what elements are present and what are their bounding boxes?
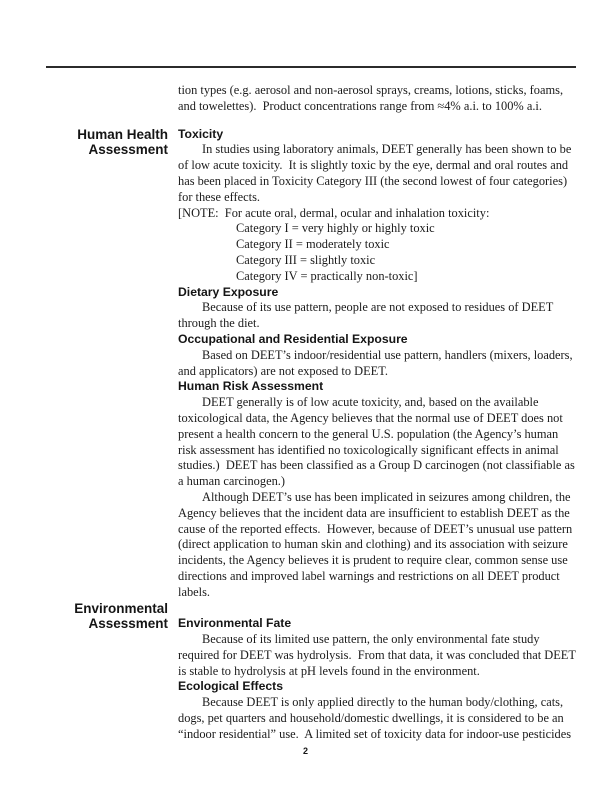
section-body-occupational-exposure <box>178 332 576 379</box>
section-heading-ecological-effects: Ecological Effects <box>178 679 283 694</box>
section-body-environmental-fate <box>178 601 579 680</box>
margin-label-line: Environmental <box>74 600 168 616</box>
page-content <box>46 83 579 743</box>
section-heading-environmental-fate: Environmental Fate <box>178 616 292 631</box>
section-body-toxicity <box>178 127 576 285</box>
section-heading-occupational-exposure: Occupational and Residential Exposure <box>178 331 408 346</box>
section-heading-dietary-exposure: Dietary Exposure <box>178 284 279 299</box>
note-item-category-2: Category II = moderately toxic <box>236 237 390 252</box>
section-heading-toxicity: Toxicity <box>178 126 224 141</box>
section-row-environmental <box>46 600 579 680</box>
human-risk-paragraph-2: Although DEET’s use has been implicated in seizures among children, the Agency believes that the incident data are insufficient to establish DEET as the cause of the reported effects. However, because of DEET’s unusual use pattern (direct application to human skin and clothing) and its association with seizure incidents, the Agency believes it is prudent to require clear, common sense use directions and improved label warnings and restrictions on all DEET product labels. <box>178 489 576 599</box>
page-number: 2 <box>302 746 308 756</box>
section-row-human-risk <box>46 379 576 600</box>
section-row-human-health <box>46 127 576 285</box>
margin-label-line: Assessment <box>88 142 168 158</box>
human-risk-paragraph-1: DEET generally is of low acute toxicity, and, based on the available toxicological data, the Agency believes that the normal use of DEET does not present a health concern to the general U.S. population (the Agency’s human risk assessment has identified no toxicologically significant effects in animal studies.) DEET has been classified as a Group D carcinogen (not classifiable as a human carcinogen.) <box>178 395 578 489</box>
margin-label-human-health-assessment <box>46 127 168 159</box>
section-row-dietary-exposure <box>46 285 576 332</box>
margin-label-environmental-assessment <box>46 601 168 633</box>
margin-label-line: Human Health <box>77 126 168 142</box>
section-row-ecological-effects <box>46 679 576 742</box>
intro-row <box>46 83 576 115</box>
section-body-human-risk <box>178 379 576 600</box>
toxicity-paragraph: In studies using laboratory animals, DEET generally has been shown to be of low acute toxicity. It is slightly toxic by the eye, dermal and oral routes and has been placed in Toxicity Category III (the second lowest of four categories) for these effects. <box>178 142 575 204</box>
section-body-ecological-effects <box>178 679 576 742</box>
toxicity-note-intro: [NOTE: For acute oral, dermal, ocular and inhalation toxicity: <box>178 205 490 220</box>
ecological-effects-paragraph: Because DEET is only applied directly to the human body/clothing, cats, dogs, pet quarters and household/domestic dwellings, it is considered to be an “indoor residential” use. A limited set of toxicity data for indoor-use pesticides <box>178 695 572 741</box>
note-item-category-1: Category I = very highly or highly toxic <box>236 221 435 236</box>
note-item-category-4: Category IV = practically non-toxic] <box>236 268 418 283</box>
section-heading-human-risk: Human Risk Assessment <box>178 379 324 394</box>
section-body-dietary-exposure <box>178 285 576 332</box>
section-row-occupational-exposure <box>46 332 576 379</box>
header-rule <box>46 66 576 68</box>
environmental-fate-paragraph: Because of its limited use pattern, the only environmental fate study required for DEET was hydrolysis. From that data, it was concluded that DEET is stable to hydrolysis at pH levels found in the environment. <box>178 632 579 678</box>
intro-paragraph: tion types (e.g. aerosol and non-aerosol sprays, creams, lotions, sticks, foams, and towelettes). Product concentrations range from ≈4% a.i. to 100% a.i. <box>178 83 567 113</box>
occupational-exposure-paragraph: Based on DEET’s indoor/residential use pattern, handlers (mixers, loaders, and applicators) are not exposed to DEET. <box>178 347 576 378</box>
margin-label-line: Assessment <box>88 616 168 632</box>
note-item-category-3: Category III = slightly toxic <box>236 252 376 267</box>
intro-body <box>178 83 576 115</box>
dietary-exposure-paragraph: Because of its use pattern, people are not exposed to residues of DEET through the diet. <box>178 300 557 331</box>
